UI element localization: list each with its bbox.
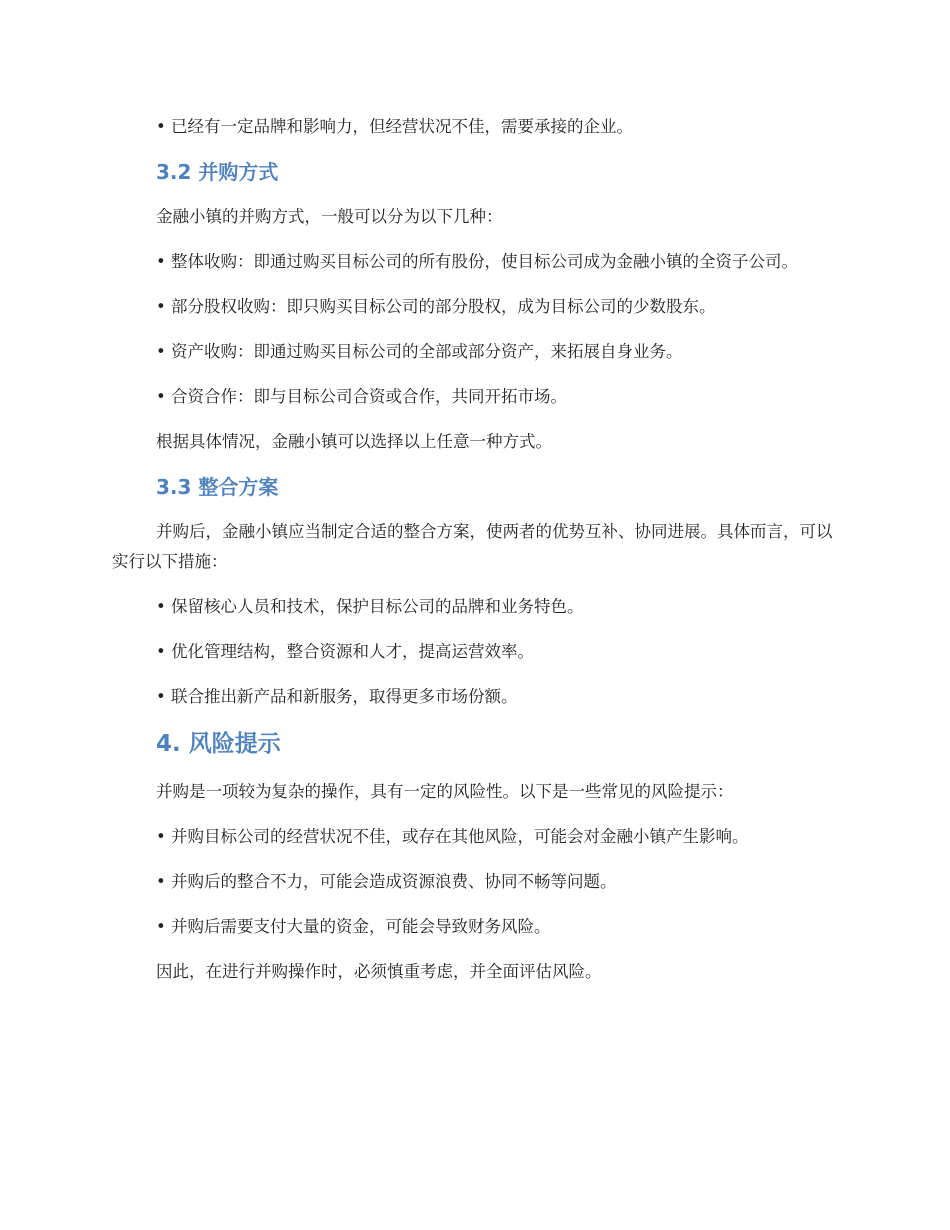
section-heading-4: 4. 风险提示: [156, 731, 281, 757]
bullet-item: • 整体收购：即通过购买目标公司的所有股份，使目标公司成为金融小镇的全资子公司。: [156, 252, 798, 271]
bullet-item: • 部分股权收购：即只购买目标公司的部分股权，成为目标公司的少数股东。: [156, 297, 716, 316]
bullet-item: • 并购后的整合不力，可能会造成资源浪费、协同不畅等问题。: [156, 872, 617, 891]
section-heading-3-2: 3.2 并购方式: [156, 160, 279, 184]
bullet-item: • 合资合作：即与目标公司合资或合作，共同开拓市场。: [156, 387, 567, 406]
bullet-item: • 联合推出新产品和新服务，取得更多市场份额。: [156, 687, 518, 706]
section-heading-3-3: 3.3 整合方案: [156, 475, 279, 499]
bullet-item: • 保留核心人员和技术，保护目标公司的品牌和业务特色。: [156, 597, 584, 616]
paragraph: 金融小镇的并购方式，一般可以分为以下几种：: [156, 207, 503, 226]
paragraph: 并购是一项较为复杂的操作，具有一定的风险性。以下是一些常见的风险提示：: [156, 782, 734, 801]
paragraph: 根据具体情况，金融小镇可以选择以上任意一种方式。: [156, 432, 552, 451]
bullet-item: • 并购后需要支付大量的资金，可能会导致财务风险。: [156, 917, 551, 936]
bullet-item: • 并购目标公司的经营状况不佳，或存在其他风险，可能会对金融小镇产生影响。: [156, 827, 749, 846]
paragraph: 因此，在进行并购操作时，必须慎重考虑，并全面评估风险。: [156, 962, 602, 981]
bullet-item: • 已经有一定品牌和影响力，但经营状况不佳，需要承接的企业。: [156, 117, 633, 136]
bullet-item: • 资产收购：即通过购买目标公司的全部或部分资产，来拓展自身业务。: [156, 342, 683, 361]
bullet-item: • 优化管理结构，整合资源和人才，提高运营效率。: [156, 642, 534, 661]
paragraph: 并购后，金融小镇应当制定合适的整合方案，使两者的优势互补、协同进展。具体而言，可以实行以下措施：: [112, 522, 833, 571]
